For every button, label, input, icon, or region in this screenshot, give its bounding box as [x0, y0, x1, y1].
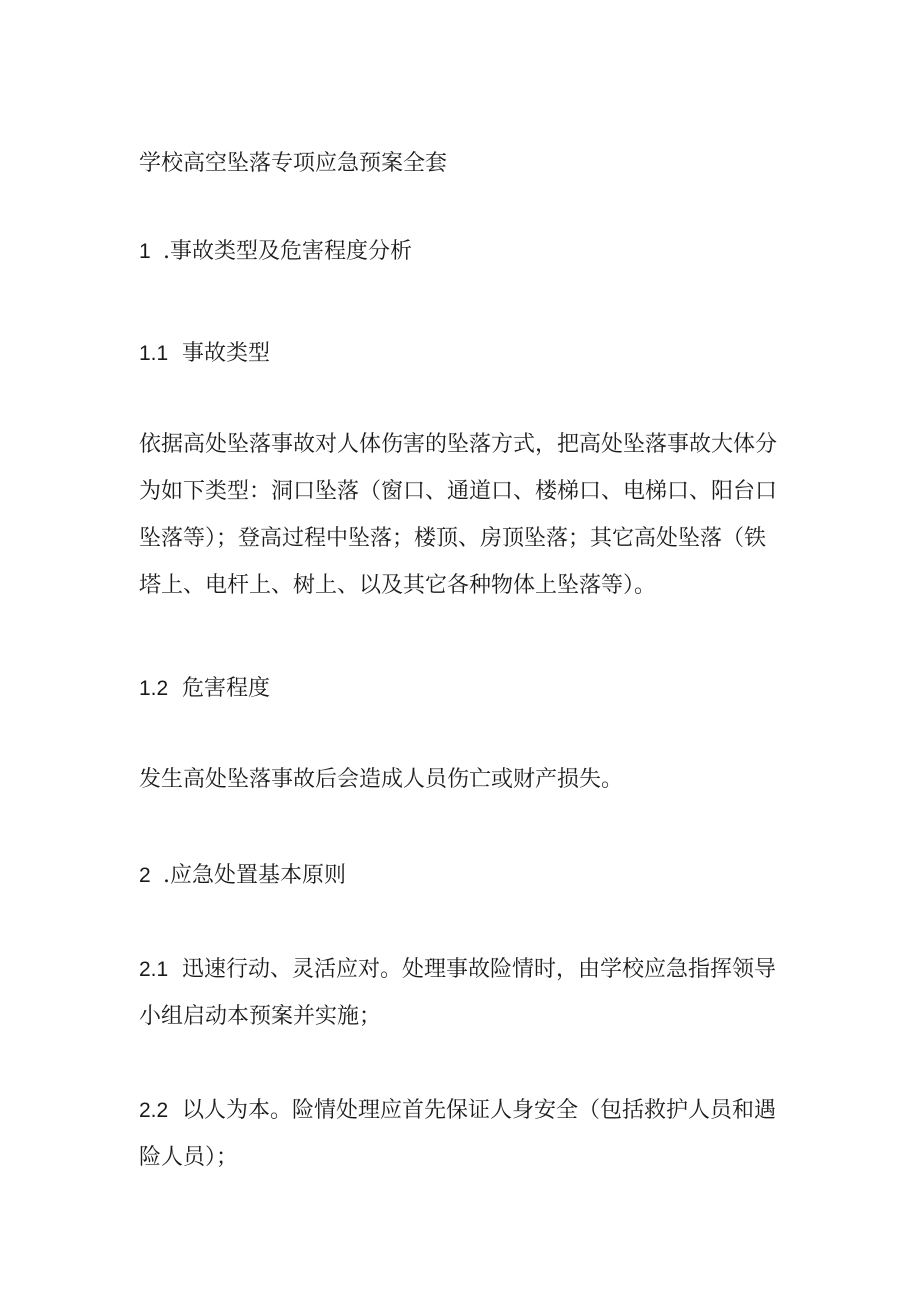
section-1-2-heading	[139, 665, 270, 712]
section-1-1-line-2: 为如下类型：洞口坠落（窗口、通道口、楼梯口、电梯口、阳台口	[139, 479, 778, 504]
section-2-number: 2	[139, 864, 151, 887]
section-1-2-number: 1.2	[139, 677, 169, 700]
section-2-heading	[139, 852, 346, 899]
section-1-title: .事故类型及危害程度分析	[163, 239, 412, 264]
section-2-1-line-1	[139, 946, 789, 993]
section-2-2-line-2: 险人员）；	[139, 1145, 239, 1170]
section-1-2-body-text: 发生高处坠落事故后会造成人员伤亡或财产损失。	[139, 767, 624, 792]
section-2-2-line-1	[139, 1087, 789, 1134]
section-1-1-line-1: 依据高处坠落事故对人体伤害的坠落方式，把高处坠落事故大体分	[139, 432, 778, 457]
document-title	[139, 140, 447, 187]
section-2-1-body	[139, 946, 789, 1040]
section-1-heading	[139, 228, 412, 275]
section-2-2-number: 2.2	[139, 1099, 169, 1122]
section-1-1-title: 事故类型	[182, 341, 271, 366]
section-2-1-line-1-text: 迅速行动、灵活应对。处理事故险情时，由学校应急指挥领导	[182, 957, 777, 982]
section-1-1-body	[139, 421, 789, 609]
section-1-2-title: 危害程度	[182, 676, 271, 701]
title-text: 学校高空坠落专项应急预案全套	[139, 151, 448, 176]
section-2-title: .应急处置基本原则	[163, 863, 346, 888]
section-1-2-body	[139, 756, 623, 803]
section-1-1-line-3: 坠落等）；登高过程中坠落；楼顶、房顶坠落；其它高处坠落（铁	[139, 526, 767, 551]
section-1-1-line-4: 塔上、电杆上、树上、以及其它各种物体上坠落等）。	[139, 573, 657, 598]
section-2-1-number: 2.1	[139, 958, 169, 981]
section-1-number: 1	[139, 240, 151, 263]
section-1-1-heading	[139, 330, 270, 377]
section-2-1-line-2: 小组启动本预案并实施；	[139, 1004, 382, 1029]
section-1-1-number: 1.1	[139, 342, 169, 365]
section-2-2-line-1-text: 以人为本。险情处理应首先保证人身安全（包括救护人员和遇	[182, 1098, 777, 1123]
section-2-2-body	[139, 1087, 789, 1181]
